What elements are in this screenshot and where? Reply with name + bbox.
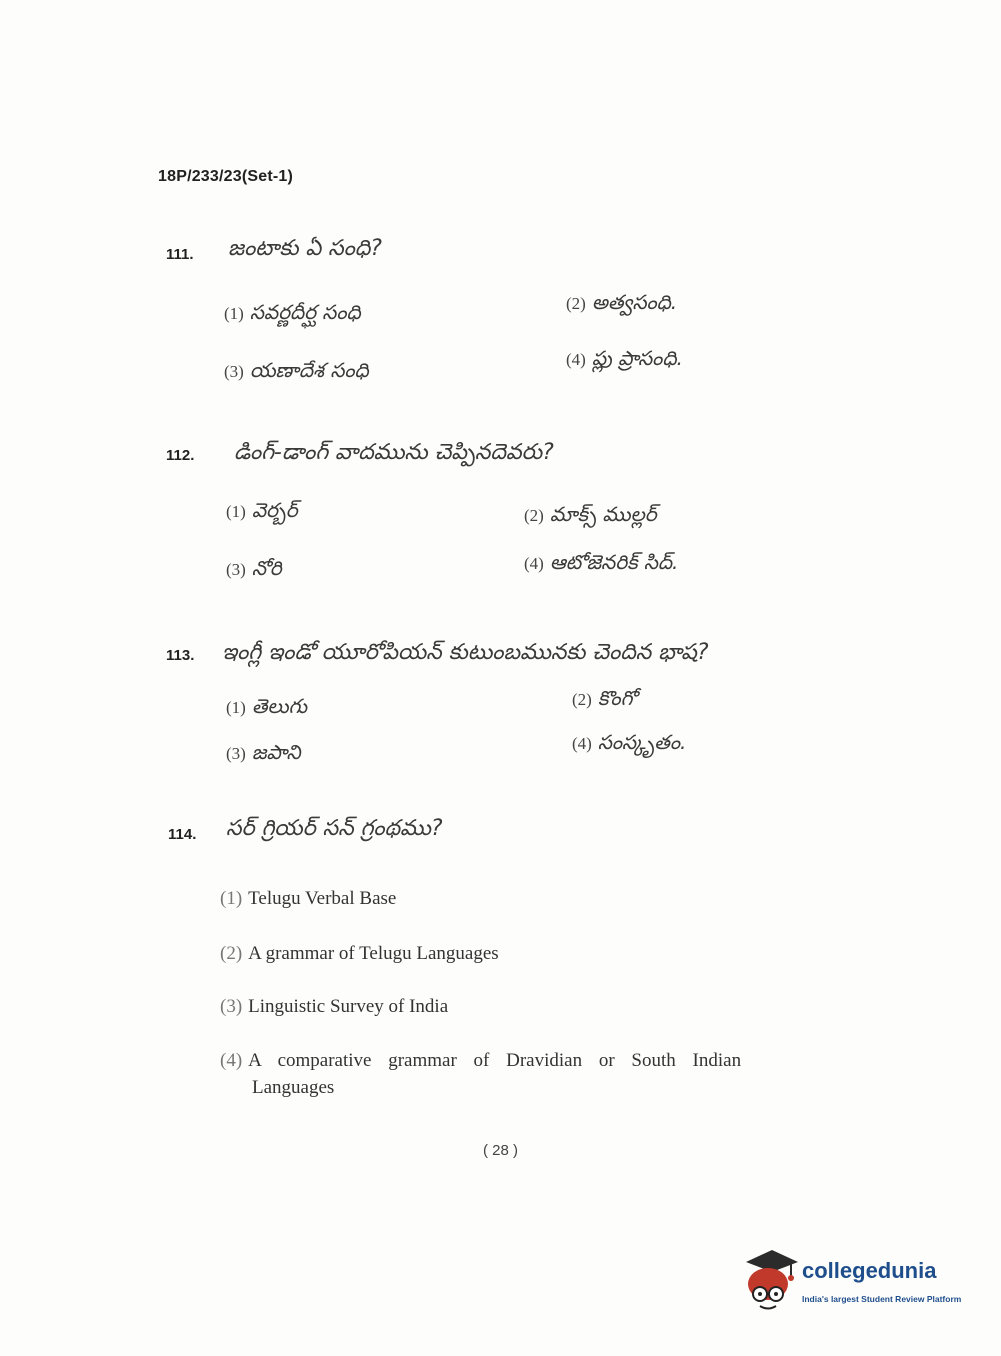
option-number: (2) <box>220 943 243 964</box>
mascot-icon <box>740 1248 800 1314</box>
option <box>566 290 677 319</box>
page-number: ( 28 ) <box>482 1142 518 1159</box>
option-number: (3) <box>220 996 243 1017</box>
option-text: అత్వసంధి. <box>591 290 678 314</box>
option-text: ఆటోజెనరిక్ సిద్. <box>549 550 679 574</box>
option-text: సంస్కృతం. <box>597 730 687 754</box>
option-text: జపాని <box>251 740 301 764</box>
question-text: ఇంగ్లీ ఇండో యూరోపియన్ కుటుంబమునకు చెందిన భాష? <box>222 640 709 665</box>
option-text: సవర్ణదీర్ఘ సంధి <box>249 300 361 324</box>
paper-code: 18P/233/23(Set-1) <box>158 168 294 185</box>
option-number: (1) <box>226 698 246 717</box>
option-number: (1) <box>226 502 246 521</box>
option-text: Telugu Verbal Base <box>248 888 397 909</box>
option <box>226 694 307 723</box>
option-text: యణాదేశ సంధి <box>249 358 369 382</box>
question-number: 114. <box>168 826 197 843</box>
option-number: (2) <box>566 294 586 313</box>
question-number: 112. <box>166 447 195 464</box>
option-number: (1) <box>224 304 244 323</box>
option <box>220 996 448 1018</box>
question-text: డింగ్-డాంగ్ వాదమును చెప్పినదెవరు? <box>234 440 554 465</box>
option-text: తెలుగు <box>251 694 308 718</box>
option-text: Linguistic Survey of India <box>248 996 449 1017</box>
option <box>220 888 396 910</box>
option-number: (3) <box>226 560 246 579</box>
option-text: మాక్స్ ముల్లర్ <box>549 502 657 526</box>
option <box>226 498 298 527</box>
option <box>220 943 499 965</box>
option <box>226 740 301 769</box>
question-number: 111. <box>166 246 194 263</box>
option-number: (3) <box>226 744 246 763</box>
option <box>566 346 683 375</box>
option-text: వెర్బర్ <box>251 498 298 522</box>
option-text: ప్లు ప్రాసంధి. <box>591 346 683 370</box>
option <box>226 556 282 585</box>
logo-tagline: India's largest Student Review Platform <box>802 1294 962 1304</box>
option-number: (1) <box>220 888 243 909</box>
option-number: (4) <box>566 350 586 369</box>
option <box>572 686 637 715</box>
option-continuation: Languages <box>252 1077 335 1098</box>
question-number: 113. <box>166 647 195 664</box>
option-text: A grammar of Telugu Languages <box>248 943 499 964</box>
option <box>220 1050 741 1072</box>
option <box>572 730 686 759</box>
option <box>524 502 657 531</box>
option-number: (2) <box>572 690 592 709</box>
option-text: A comparative grammar of Dravidian or South Indian <box>248 1050 742 1071</box>
question-text: జంటాకు ఏ సంధి? <box>228 236 382 261</box>
option-number: (2) <box>524 506 544 525</box>
option-number: (3) <box>224 362 244 381</box>
option-text: కొంగో <box>597 686 637 710</box>
logo-wordmark: collegedunia <box>802 1258 937 1283</box>
option-text: నోరి <box>251 556 282 580</box>
question-text: సర్ గ్రియర్ సన్ గ్రంథము? <box>226 816 443 841</box>
option <box>224 358 369 387</box>
option-number: (4) <box>524 554 544 573</box>
option <box>224 300 361 329</box>
collegedunia-logo <box>740 1248 970 1318</box>
option-number: (4) <box>572 734 592 753</box>
option <box>524 550 678 579</box>
option-number: (4) <box>220 1050 243 1071</box>
